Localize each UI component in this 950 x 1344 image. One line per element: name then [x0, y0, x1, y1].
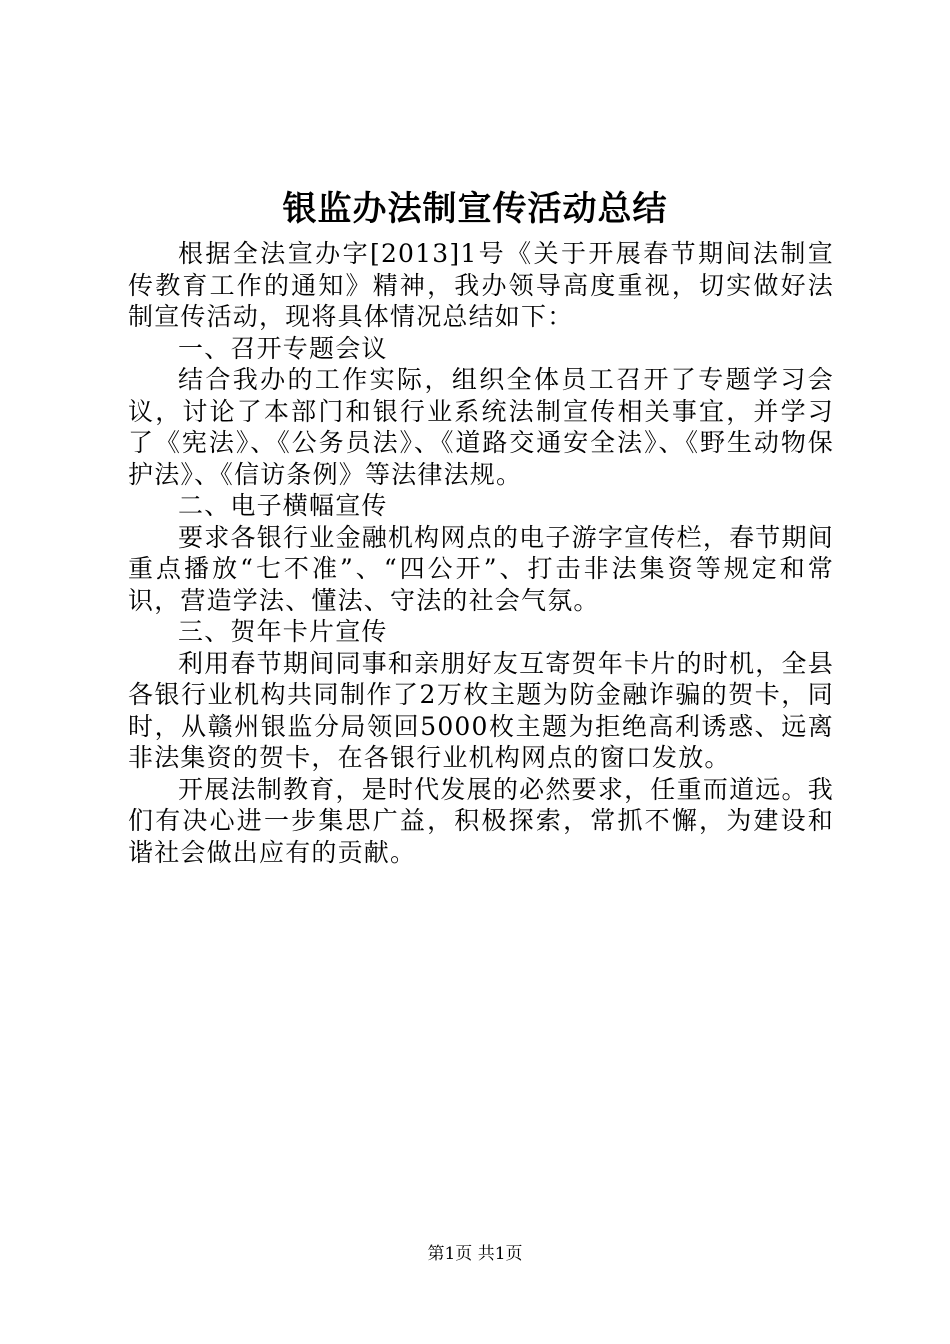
- document-body: [128, 238, 834, 868]
- page-number-footer: 第1页 共1页: [427, 1244, 523, 1264]
- section-heading-2: 二、电子横幅宣传: [178, 491, 388, 520]
- section-paragraph-1: 结合我办的工作实际，组织全体员工召开了专题学习会议，讨论了本部门和银行业系统法制宣传相关事宜，并学习了《宪法》、《公务员法》、《道路交通安全法》、《野生动物保护法》、《信访条例》等法律法规。: [128, 365, 834, 489]
- section-paragraph-3: 利用春节期间同事和亲朋好友互寄贺年卡片的时机，全县各银行业机构共同制作了2万枚主题为防金融诈骗的贺卡，同时，从赣州银监分局领回5000枚主题为拒绝高利诱惑、远离非法集资的贺卡，在各银行业机构网点的窗口发放。: [128, 648, 834, 772]
- section-paragraph-2: 要求各银行业金融机构网点的电子游字宣传栏，春节期间重点播放“七不准”、“四公开”、打击非法集资等规定和常识，营造学法、懂法、守法的社会气氛。: [128, 522, 834, 615]
- section-heading-1: 一、召开专题会议: [178, 333, 388, 363]
- conclusion-paragraph: 开展法制教育，是时代发展的必然要求，任重而道远。我们有决心进一步集思广益，积极探索，常抓不懈，为建设和谐社会做出应有的贡献。: [128, 774, 834, 867]
- section-heading-3: 三、贺年卡片宣传: [178, 617, 388, 646]
- intro-paragraph: 根据全法宣办字[2013]1号《关于开展春节期间法制宣传教育工作的通知》精神，我办领导高度重视，切实做好法制宣传活动，现将具体情况总结如下：: [128, 239, 834, 331]
- document-title: 银监办法制宣传活动总结: [282, 189, 668, 229]
